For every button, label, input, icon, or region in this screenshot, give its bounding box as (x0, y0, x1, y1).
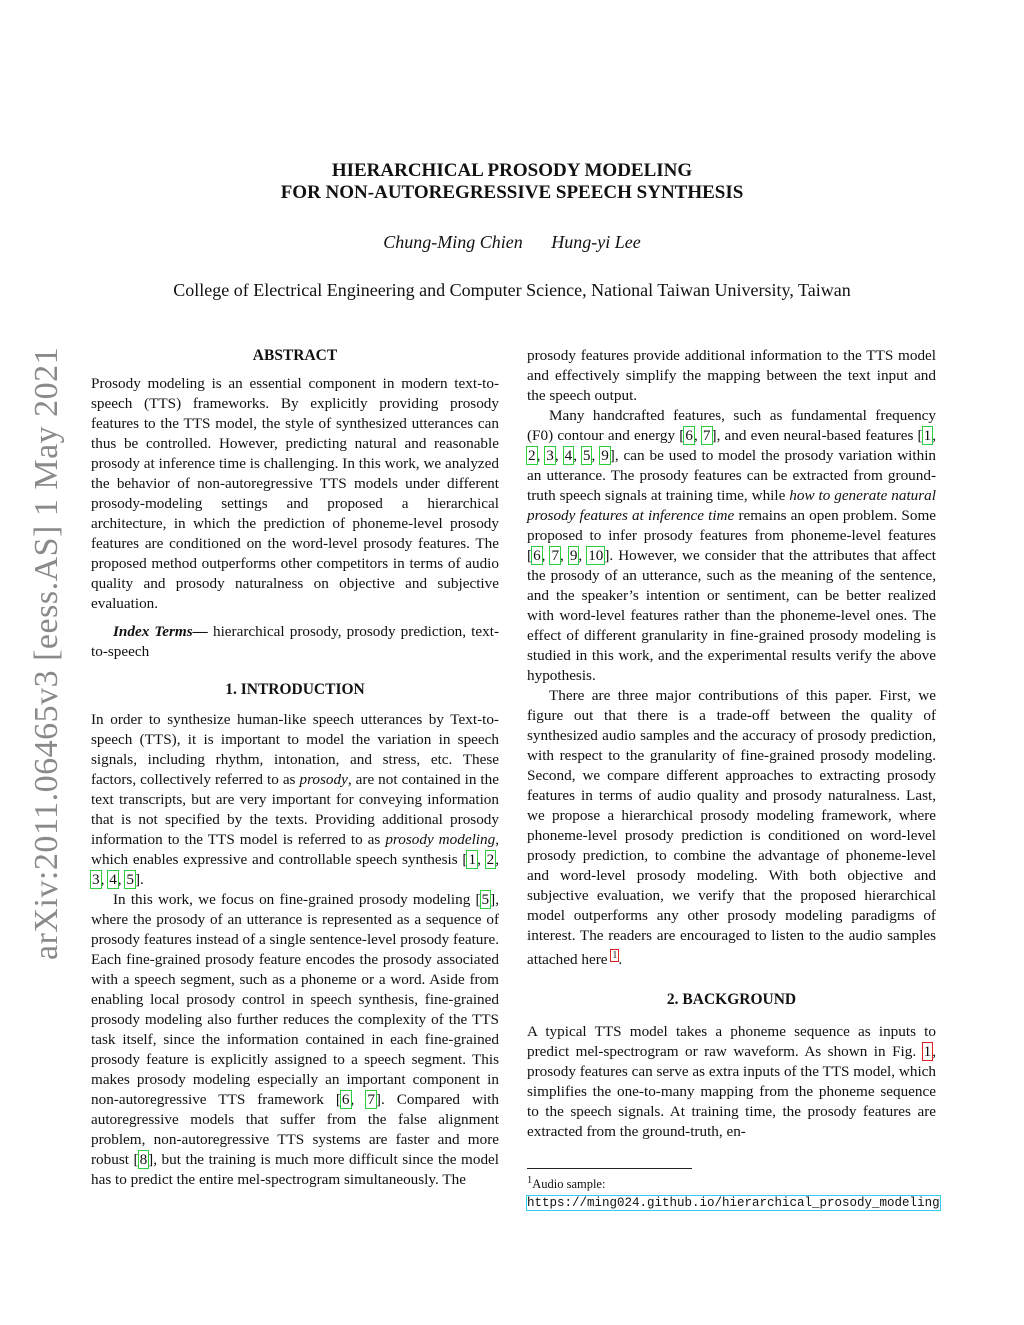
author-1: Chung-Ming Chien (383, 232, 523, 252)
footnote-rule (527, 1168, 692, 1169)
citation-link[interactable]: 7 (551, 547, 560, 564)
authors (0, 232, 1024, 253)
index-terms-label: Index Terms— (113, 623, 208, 640)
footnote-link[interactable]: 1 (612, 950, 618, 961)
intro-paragraph-2: In this work, we focus on fine-grained prosody modeling [5], where the prosody of an utterance is represented as a sequence of prosody features instead of a single sentence-level prosody feature. Each fine-grained prosody feature encodes the prosody associated with a speech segment, such as a phoneme or a word. Aside from enabling local prosody control in speech synthesis, fine-grained prosody modeling also further reduces the complexity of the TTS task itself, since the information contained in each fine-grained prosody feature is explicitly assigned to a speech segment. This makes prosody modeling especially an important component in non-autoregressive TTS framework [6, 7]. Compared with autoregressive models that suffer from the false alignment problem, non-autoregressive TTS systems are faster and more robust [8], but the training is much more difficult since the model has to predict the entire mel-spectrogram simultaneously. The (91, 891, 499, 1188)
abstract-heading: ABSTRACT (252, 347, 338, 364)
footnote-label: Audio sample: (532, 1177, 606, 1192)
citation-link[interactable]: 5 (481, 891, 490, 908)
background-heading: 2. BACKGROUND (666, 991, 797, 1009)
citation-link[interactable]: 2 (486, 851, 495, 868)
citation-link[interactable]: 10 (588, 547, 604, 564)
citation-link[interactable]: 7 (367, 1091, 375, 1108)
title-line-1: HIERARCHICAL PROSODY MODELING (331, 160, 693, 181)
citation-link[interactable]: 6 (341, 1091, 350, 1108)
title-line-2: FOR NON-AUTOREGRESSIVE SPEECH SYNTHESIS (280, 182, 744, 203)
intro-paragraph-1: In order to synthesize human-like speech utterances by Text-to-speech (TTS), it is important to model the variation in speech signals, including rhythm, intonation, and stress, etc. These factors, collectively referred to as prosody, are not contained in the text transcripts, but are very important for conveying information that is not specified by the texts. Providing additional prosody information to the TTS model is referred to as prosody modeling, which enables expressive and controllable speech synthesis [1, 2, 3, 4, 5]. (91, 711, 500, 888)
citation-link[interactable]: 4 (564, 447, 573, 464)
citation-link[interactable]: 9 (601, 447, 609, 464)
footnote-mark: 1 (527, 1175, 533, 1186)
citation-link[interactable]: 8 (139, 1151, 148, 1168)
background-paragraph: A typical TTS model takes a phoneme sequence as inputs to predict mel-spectrogram or raw waveform. As shown in Fig. 1, prosody features can serve as extra inputs of the TTS model, which simplifies the one-to-many mapping from the phoneme sequence to the speech signals. At training time, the prosody features are extracted from the ground-truth, en- (527, 1023, 936, 1141)
citation-link[interactable]: 7 (702, 427, 711, 444)
intro-heading: 1. INTRODUCTION (225, 681, 365, 698)
citation-link[interactable]: 3 (92, 871, 100, 888)
right-paragraph-0: prosody features provide additional information to the TTS model and effectively simplify the mapping between the text input and the speech output. (527, 347, 936, 404)
right-column (527, 346, 936, 1142)
paper-title (0, 160, 1024, 204)
citation-link[interactable]: 3 (546, 447, 554, 464)
right-paragraph-1: Many handcrafted features, such as fundamental frequency (F0) contour and energy [6, 7], and even neural-based features [1, 2, 3, 4, 5, 9], can be used to model the prosody variation within an utterance. The prosody features can be extracted from ground-truth speech signals at training time, while how to generate natural prosody features at inference time remains an open problem. Some proposed to infer prosody features from phoneme-level features [6, 7, 9, 10]. However, we consider that the attributes that affect the prosody of an utterance, such as the meaning of the sentence, and the speaker’s intention or sentiment, can be better realized with word-level features rather than the phoneme-level ones. The effect of different granularity in fine-grained prosody modeling is studied in this work, and the experimental results verify the above hypothesis. (527, 407, 937, 684)
right-paragraph-2: There are three major contributions of this paper. First, we figure out that there is a trade-off between the quality of synthesized audio samples and the accuracy of prosody prediction, with respect to the granularity of fine-grained prosody modeling. Second, we compare different approaches to extracting prosody features in terms of audio quality and prosody naturalness. Last, we propose a hierarchical prosody modeling framework, where phoneme-level prosody prediction is conditioned on word-level prosody prediction, to combine the advantage of phoneme-level and word-level prosody modeling. With both objective and subjective evaluation, we verify that the proposed hierarchical model outperforms any other prosody modeling paradigms of interest. The readers are encouraged to listen to the audio samples attached here $^1$. (527, 687, 936, 969)
citation-link[interactable]: 2 (528, 447, 536, 464)
citation-link[interactable]: 5 (126, 871, 134, 888)
figure-link[interactable]: 1 (923, 1043, 932, 1061)
arxiv-stamp: arXiv:2011.06465v3 [eess.AS] 1 May 2021 (28, 346, 65, 960)
citation-link[interactable]: 1 (468, 851, 477, 868)
citation-link[interactable]: 9 (569, 547, 578, 564)
left-column (91, 346, 499, 1190)
citation-link[interactable]: 1 (923, 427, 932, 444)
author-2: Hung-yi Lee (551, 232, 641, 252)
citation-link[interactable]: 6 (685, 427, 693, 444)
abstract-text: Prosody modeling is an essential component in modern text-to-speech (TTS) frameworks. By explicitly providing prosody features to the TTS model, the style of synthesized utterances can thus be controlled. However, predicting natural and reasonable prosody at inference time is challenging. In this work, we analyzed the behavior of non-autoregressive TTS models under different prosody-modeling settings and proposed a hierarchical architecture, in which the prediction of phoneme-level prosody features are conditioned on the word-level prosody features. The proposed method outperforms other competitors in terms of audio quality and prosody naturalness on objective and subjective evaluation. (91, 375, 499, 612)
footnote (527, 1172, 940, 1212)
index-terms (91, 622, 499, 662)
index-terms-text: hierarchical prosody, prosody prediction, text-to-speech (91, 623, 499, 660)
footnote-url-link[interactable]: https://ming024.github.io/hierarchical_prosody_modeling (527, 1196, 940, 1211)
citation-link[interactable]: 4 (109, 871, 117, 888)
citation-link[interactable]: 6 (533, 547, 541, 564)
citation-link[interactable]: 5 (582, 447, 591, 464)
affiliation: College of Electrical Engineering and Computer Science, National Taiwan University, Taiwan (173, 280, 851, 300)
